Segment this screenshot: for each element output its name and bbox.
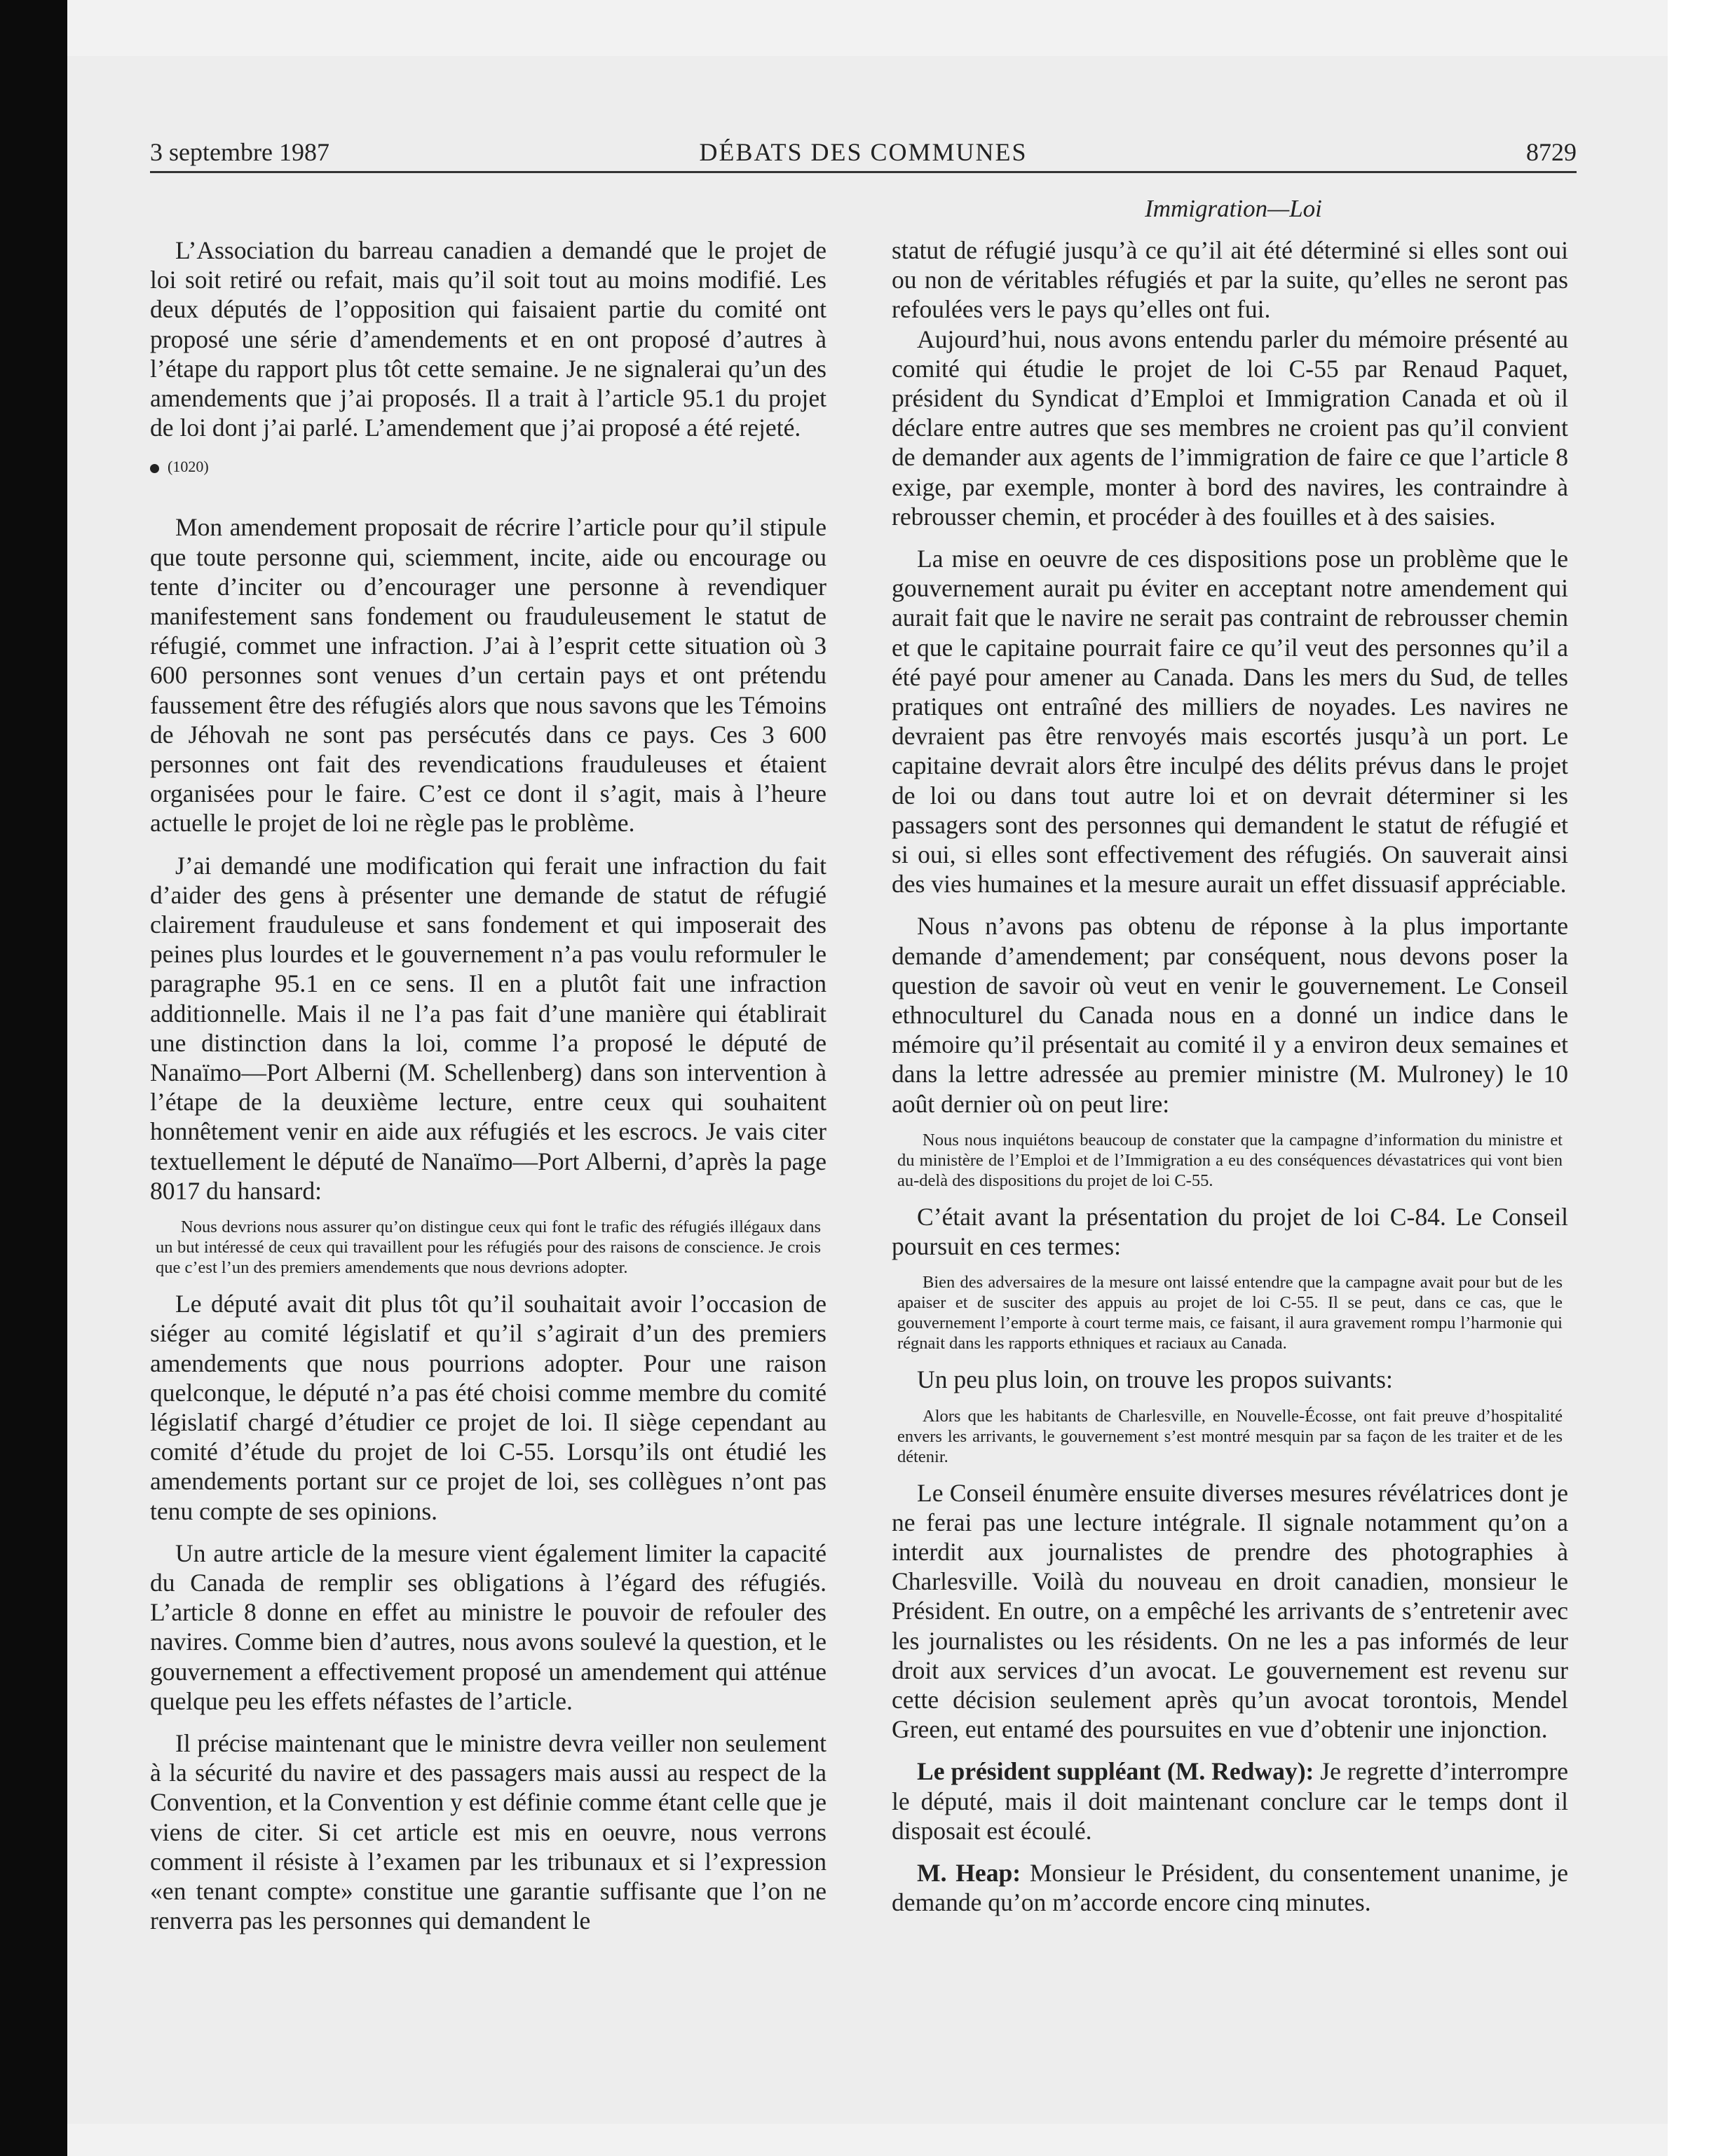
paragraph: J’ai demandé une modification qui ferait une infraction du fait d’aider des gens à présenter une demande de statut de réfugié clairement frauduleuse et sans fondement et qui imposerait des peines plus lourdes et le gouvernement n’a pas voulu reformuler le paragraphe 95.1 en ce sens. Il en a plutôt fait une infraction additionnelle. Mais il ne l’a pas fait d’une manière qui établirait une distinction dans la loi, comme l’a proposé le député de Nanaïmo—Port Alberni (M. Schellenberg) dans son intervention à l’étape de la deuxième lecture, entre ceux qui souhaitent honnêtement venir en aide aux réfugiés et les escrocs. Je vais citer textuellement le député de Nanaïmo—Port Alberni, d’après la page 8017 du hansard: [150, 851, 826, 1205]
block-quote: Nous devrions nous assurer qu’on distingue ceux qui font le trafic des réfugiés illégaux dans un but intéressé de ceux qui travaillent pour les réfugiés pour des raisons de conscience. Je crois que c’est l’un des premiers amendements que nous devrions adopter. [156, 1217, 821, 1278]
paragraph: Aujourd’hui, nous avons entendu parler du mémoire présenté au comité qui étudie le projet de loi C-55 par Renaud Paquet, président du Syndicat d’Emploi et Immigration Canada et où il déclare entre autres que ses membres ne croient pas qu’il convient de demander aux agents de l’immigration de faire ce que l’article 8 exige, par exemple, monter à bord des navires, les contraindre à rebrousser chemin, et procéder à des fouilles et à des saisies. [892, 325, 1568, 531]
speaker-paragraph [892, 1756, 1568, 1845]
speaker-paragraph [892, 1858, 1568, 1917]
paragraph: Un peu plus loin, on trouve les propos suivants: [917, 1365, 1393, 1394]
running-header [150, 137, 1577, 171]
time-marker-text: (1020) [168, 458, 209, 476]
paragraph: Il précise maintenant que le ministre devra veiller non seulement à la sécurité du navire et des passagers mais aussi au respect de la Convention, et la Convention y est définie comme étant celle que je viens de citer. Si cet article est mis en oeuvre, nous verrons comment il résiste à l’examen par les tribunaux et si l’expression «en tenant compte» constitue une garantie suffisante que l’on ne renverra pas les personnes qui demandent le [150, 1728, 826, 1935]
paragraph: Un autre article de la mesure vient également limiter la capacité du Canada de remplir ses obligations à l’égard des réfugiés. L’article 8 donne en effet au ministre le pouvoir de refouler des navires. Comme bien d’autres, nous avons soulevé la question, et le gouvernement a effectivement proposé un amendement qui atténue quelque peu les effets néfastes de l’article. [150, 1538, 826, 1715]
paragraph: La mise en oeuvre de ces dispositions pose un problème que le gouvernement aurait pu éviter en acceptant notre amendement qui aurait fait que le navire ne serait pas contraint de rebrousser chemin et que le capitaine pourrait faire ce qu’il veut des personnes qu’il a été payé pour amener au Canada. Dans les mers du Sud, de telles pratiques ont entraîné des milliers de noyades. Les navires ne devraient pas être renvoyés mais escortés jusqu’à un port. Le capitaine devrait alors être inculpé des délits prévus dans le projet de loi ou dans tout autre loi et on devrait déterminer si les passagers sont des personnes qui demandent le statut de réfugié et si oui, si elles sont effectivement des réfugiés. On sauverait ainsi des vies humaines et la mesure aurait un effet dissuasif appréciable. [892, 545, 1568, 899]
header-title: DÉBATS DES COMMUNES [699, 138, 1028, 166]
section-title: Immigration—Loi [1145, 195, 1322, 222]
block-quote: Bien des adversaires de la mesure ont laissé entendre que la campagne avait pour but de les apaiser et de susciter des appuis au projet de loi C-55. Il se peut, dans ce cas, que le gouvernement l’emporte à court terme mais, ce faisant, il aura gravement rompu l’harmonie qui régnait dans les rapports ethniques et raciaux au Canada. [897, 1273, 1563, 1353]
paragraph: Mon amendement proposait de récrire l’article pour qu’il stipule que toute personne qui, sciemment, incite, aide ou encourage ou tente d’inciter ou d’encourager une personne à revendiquer manifestement sans fondement ou frauduleusement le statut de réfugié, commet une infraction. J’ai à l’esprit cette situation où 3 600 personnes sont venues d’un certain pays et ont prétendu faussement être des réfugiés alors que nous savons que les Témoins de Jéhovah ne sont pas persécutés dans ce pays. Ces 3 600 personnes ont fait des revendications frauduleuses et étaient organisées pour le faire. C’est ce dont il s’agit, mais à l’heure actuelle le projet de loi ne règle pas le problème. [150, 513, 826, 838]
speech-text: Monsieur le Président, du consentement unanime, je demande qu’on m’accorde encore cinq minutes. [892, 1858, 1568, 1917]
paragraph: Le député avait dit plus tôt qu’il souhaitait avoir l’occasion de siéger au comité législatif et qu’il s’agirait d’un des premiers amendements que nous pourrions adopter. Pour une raison quelconque, le député n’a pas été choisi comme membre du comité législatif chargé d’étudier ce projet de loi. Il siège cependant au comité d’étude du projet de loi C-55. Lorsqu’ils ont étudié les amendements portant sur ce projet de loi, ses collègues n’ont pas tenu compte de ses opinions. [150, 1290, 826, 1525]
paragraph: C’était avant la présentation du projet de loi C-84. Le Conseil poursuit en ces termes: [892, 1202, 1568, 1261]
time-marker [150, 458, 826, 476]
paragraph: L’Association du barreau canadien a demandé que le projet de loi soit retiré ou refait, mais qu’il soit tout au moins modifié. Les deux députés de l’opposition qui faisaient partie du comité ont proposé une série d’amendements et en ont proposé d’autres à l’étape du rapport plus tôt cette semaine. Je ne signalerai qu’un des amendements que j’ai proposés. Il a trait à l’article 95.1 du projet de loi dont j’ai parlé. L’amendement que j’ai proposé a été rejeté. [150, 236, 826, 442]
header-rule [150, 171, 1577, 173]
block-quote: Nous nous inquiétons beaucoup de constater que la campagne d’information du ministre et du ministère de l’Emploi et de l’Immigration a eu des conséquences dévastatrices qui vont bien au-delà des dispositions du projet de loi C-55. [897, 1130, 1563, 1190]
paragraph: statut de réfugié jusqu’à ce qu’il ait été déterminé si elles sont oui ou non de véritables réfugiés et par la suite, qu’elles ne seront pas refoulées vers le pays qu’elles ont fui. [892, 236, 1568, 324]
speaker-name: M. Heap: [917, 1858, 1021, 1887]
speech-text: Je regrette d’interrompre le député, mais il doit maintenant conclure car le temps dont il disposait est écoulé. [892, 1757, 1568, 1845]
header-page-number: 8729 [1526, 138, 1577, 166]
paragraph: Nous n’avons pas obtenu de réponse à la plus importante demande d’amendement; par conséquent, nous devons poser la question de savoir où veut en venir le gouvernement. Le Conseil ethnoculturel du Canada nous en a donné un indice dans le mémoire qu’il présentait au comité il y a environ deux semaines et dans la lettre adressée au premier ministre (M. Mulroney) le 10 août dernier où on peut lire: [892, 912, 1568, 1118]
left-column [150, 236, 826, 1935]
block-quote: Alors que les habitants de Charlesville, en Nouvelle-Écosse, ont fait preuve d’hospitalité envers les arrivants, le gouvernement s’est montré mesquin par sa façon de les traiter et de les détenir. [897, 1406, 1563, 1466]
paragraph: Le Conseil énumère ensuite diverses mesures révélatrices dont je ne ferai pas une lecture intégrale. Il signale notamment qu’on a interdit aux journalistes de prendre des photographies à Charlesville. Voilà du nouveau en droit canadien, monsieur le Président. En outre, on a empêché les arrivants de s’entretenir avec les journalistes ou les résidents. On ne les a pas informés de leur droit aux services d’un avocat. Le gouvernement est revenu sur cette décision seulement après qu’un avocat torontois, Mendel Green, eut entamé des poursuites en vue d’obtenir une injonction. [892, 1478, 1568, 1744]
scan-border-right [1668, 0, 1735, 2156]
right-column [892, 236, 1568, 1917]
speaker-name: Le président suppléant (M. Redway): [917, 1757, 1314, 1786]
bullet-icon [150, 464, 159, 473]
scan-border-left [0, 0, 67, 2156]
header-date: 3 septembre 1987 [150, 138, 329, 166]
